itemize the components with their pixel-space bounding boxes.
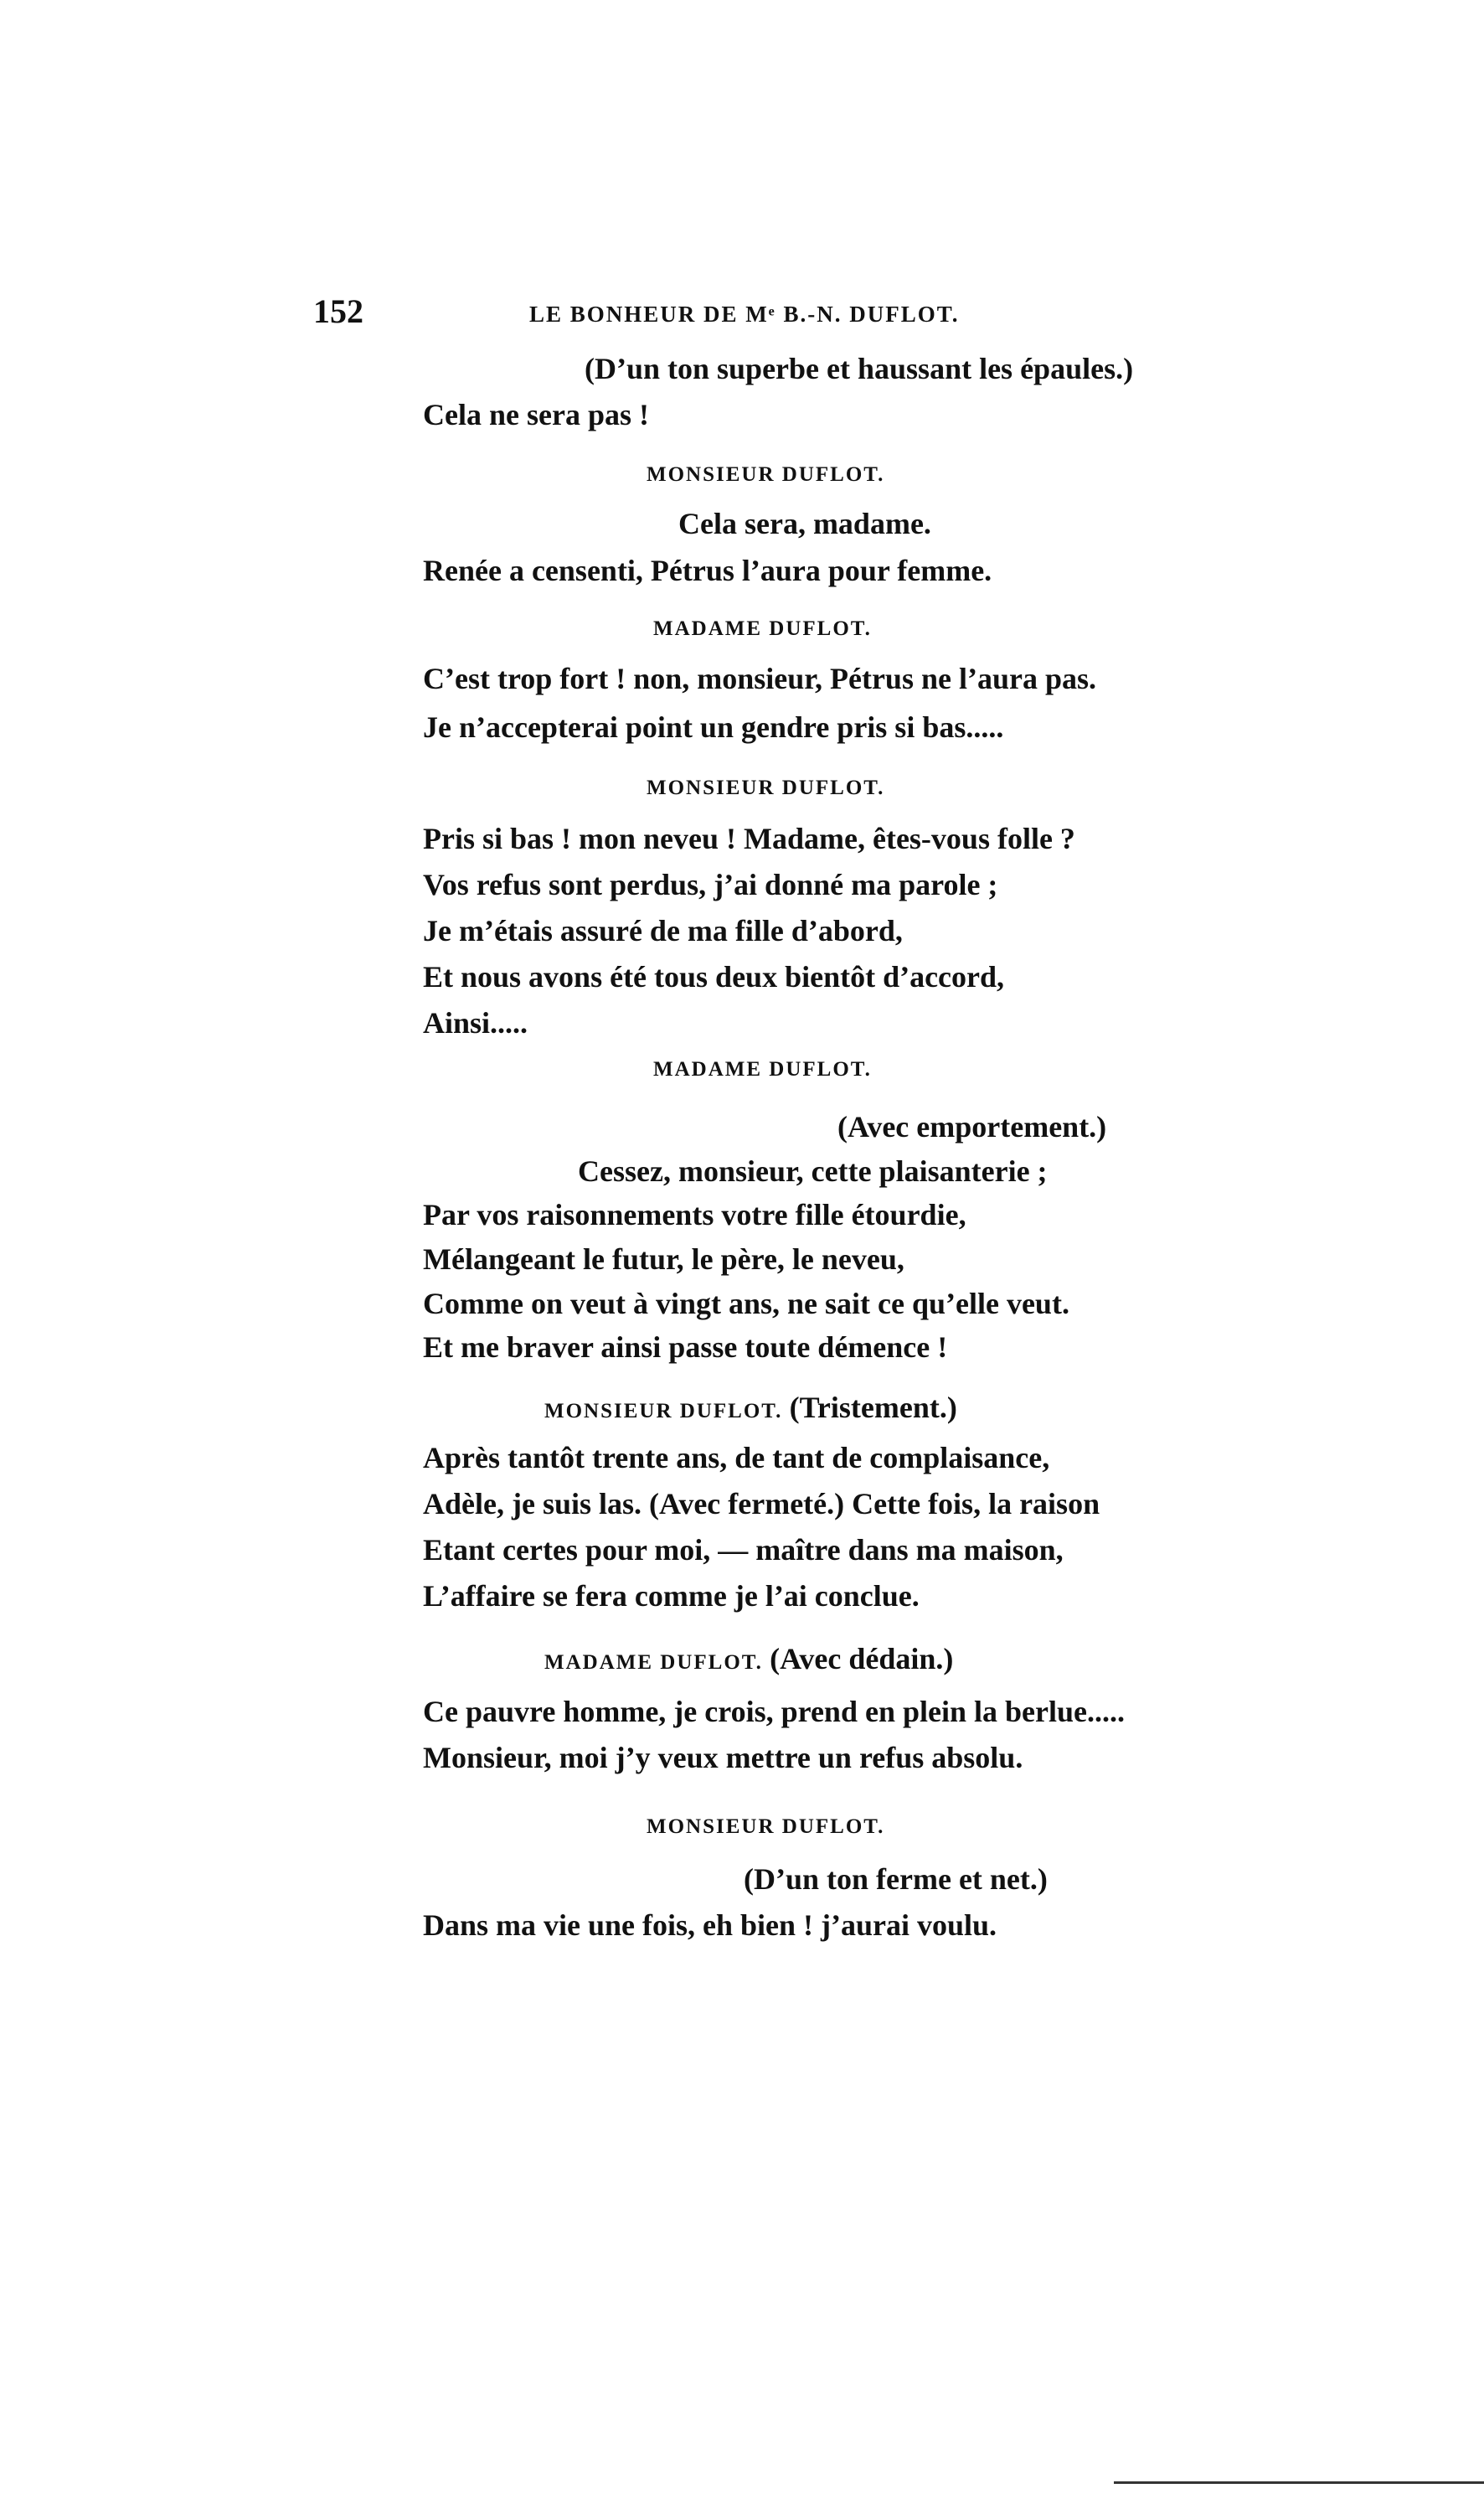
- stage-direction: (D’un ton ferme et net.): [744, 1862, 1048, 1896]
- verse-line: Mélangeant le futur, le père, le neveu,: [423, 1242, 904, 1276]
- verse-line: Etant certes pour moi, — maître dans ma maison,: [423, 1533, 1064, 1567]
- verse-line: Par vos raisonnements votre fille étourdie,: [423, 1198, 966, 1231]
- verse-line: Cela sera, madame.: [678, 507, 931, 540]
- verse-line: Après tantôt trente ans, de tant de complaisance,: [423, 1441, 1050, 1474]
- verse-line: Monsieur, moi j’y veux mettre un refus absolu.: [423, 1741, 1023, 1774]
- speaker-name: MONSIEUR DUFLOT.: [647, 1815, 885, 1838]
- verse-line: L’affaire se fera comme je l’ai conclue.: [423, 1579, 920, 1613]
- verse-line: Cela ne sera pas !: [423, 398, 649, 431]
- running-head: LE BONHEUR DE Mᵉ B.-N. DUFLOT.: [529, 302, 960, 327]
- speaker-name: [544, 1644, 953, 1674]
- speaker-label: MADAME DUFLOT.: [544, 1651, 763, 1674]
- stage-direction: (Avec dédain.): [770, 1642, 954, 1675]
- verse-line: Et me braver ainsi passe toute démence !: [423, 1330, 948, 1364]
- verse-line: Cessez, monsieur, cette plaisanterie ;: [578, 1154, 1048, 1188]
- speaker-name: [544, 1392, 957, 1422]
- verse-line: Ainsi.....: [423, 1006, 528, 1040]
- speaker-name: MONSIEUR DUFLOT.: [647, 463, 885, 486]
- stage-direction: (D’un ton superbe et haussant les épaules.): [585, 352, 1134, 385]
- bottom-rule: [1114, 2481, 1484, 2484]
- page-number: 152: [313, 292, 363, 330]
- speaker-label: MONSIEUR DUFLOT.: [544, 1400, 783, 1422]
- verse-line: Je m’étais assuré de ma fille d’abord,: [423, 914, 903, 947]
- verse-line: Et nous avons été tous deux bientôt d’accord,: [423, 960, 1005, 994]
- verse-line: C’est trop fort ! non, monsieur, Pétrus ne l’aura pas.: [423, 662, 1096, 695]
- verse-line: Dans ma vie une fois, eh bien ! j’aurai voulu.: [423, 1908, 997, 1942]
- verse-line: Ce pauvre homme, je crois, prend en plein la berlue.....: [423, 1695, 1125, 1728]
- stage-direction: (Tristement.): [789, 1391, 957, 1424]
- verse-line: Renée a censenti, Pétrus l’aura pour femme.: [423, 554, 992, 587]
- verse-line: Comme on veut à vingt ans, ne sait ce qu’elle veut.: [423, 1287, 1069, 1320]
- verse-line: Vos refus sont perdus, j’ai donné ma parole ;: [423, 868, 998, 901]
- speaker-name: MADAME DUFLOT.: [653, 617, 872, 640]
- stage-direction: (Avec emportement.): [837, 1110, 1107, 1144]
- speaker-name: MONSIEUR DUFLOT.: [647, 777, 885, 799]
- speaker-name: MADAME DUFLOT.: [653, 1058, 872, 1081]
- verse-line: Je n’accepterai point un gendre pris si bas.....: [423, 710, 1004, 744]
- verse-line: Adèle, je suis las. (Avec fermeté.) Cette fois, la raison: [423, 1487, 1100, 1520]
- verse-line: Pris si bas ! mon neveu ! Madame, êtes-vous folle ?: [423, 822, 1075, 855]
